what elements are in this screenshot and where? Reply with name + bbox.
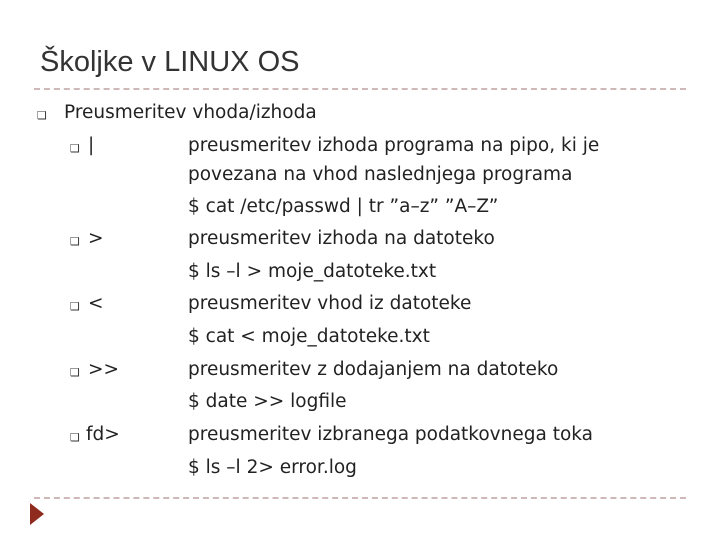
operator-label: >>: [88, 359, 120, 380]
operator-label: >: [88, 228, 104, 249]
command-example: $ ls –l 2> error.log: [188, 457, 357, 478]
square-bullet-icon: ❑: [70, 431, 80, 444]
command-example: $ ls –l > moje_datoteke.txt: [188, 261, 437, 282]
operator-label: <: [88, 293, 104, 314]
square-bullet-icon: ❑: [37, 109, 47, 122]
corner-arrow-icon: [30, 503, 44, 525]
title-divider: [34, 88, 686, 90]
description-line: preusmeritev vhod iz datoteke: [188, 293, 472, 314]
footer-divider: [34, 497, 686, 499]
square-bullet-icon: ❑: [70, 235, 80, 248]
description-line: preusmeritev izhoda na datoteko: [188, 228, 495, 249]
description-line: povezana na vhod naslednjega programa: [188, 164, 573, 185]
description-line: preusmeritev izhoda programa na pipo, ki je: [188, 135, 600, 156]
operator-label: |: [88, 135, 95, 156]
square-bullet-icon: ❑: [70, 300, 80, 313]
description-line: preusmeritev z dodajanjem na datoteko: [188, 359, 559, 380]
operator-label: fd>: [86, 424, 120, 445]
command-example: $ cat < moje_datoteke.txt: [188, 326, 430, 347]
square-bullet-icon: ❑: [70, 366, 80, 379]
square-bullet-icon: ❑: [70, 142, 80, 155]
command-example: $ cat /etc/passwd | tr ”a–z” ”A–Z”: [188, 196, 499, 217]
command-example: $ date >> logfile: [188, 391, 347, 412]
description-line: preusmeritev izbranega podatkovnega toka: [188, 424, 593, 445]
main-bullet-text: Preusmeritev vhoda/izhoda: [64, 102, 317, 123]
slide-title: Školjke v LINUX OS: [40, 46, 300, 78]
